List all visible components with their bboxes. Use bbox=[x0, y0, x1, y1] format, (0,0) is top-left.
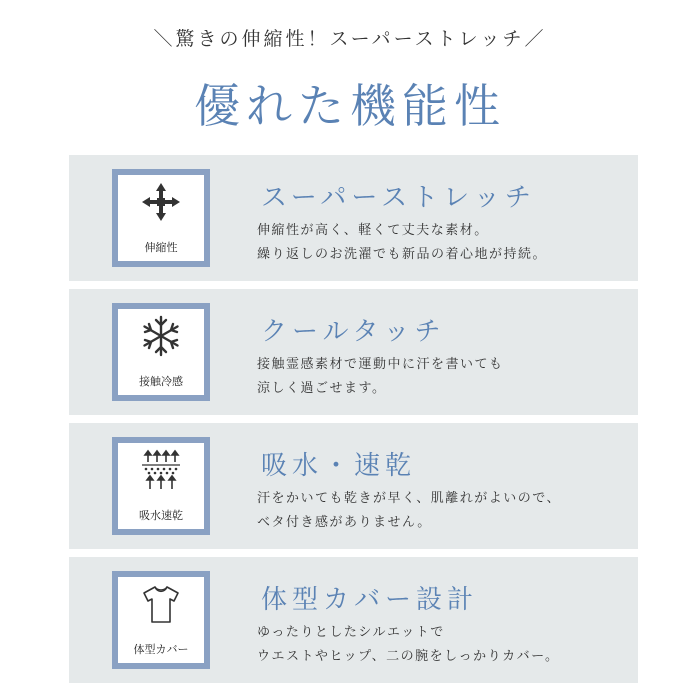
icon-label: 体型カバー bbox=[133, 643, 189, 656]
icon-label: 吸水速乾 bbox=[139, 509, 183, 522]
feature-description bbox=[257, 621, 560, 669]
feature-title: 吸水・速乾 bbox=[261, 451, 417, 481]
feature-card-body-cover bbox=[69, 557, 638, 683]
feature-card-cool-touch bbox=[69, 289, 638, 415]
feature-description bbox=[257, 219, 547, 267]
arrows-icon bbox=[140, 181, 182, 223]
moisture-icon bbox=[140, 449, 182, 491]
feature-title: クールタッチ bbox=[261, 317, 446, 347]
description-line: 繰り返しのお洗濯でも新品の着心地が持続。 bbox=[257, 247, 548, 262]
feature-icon-box bbox=[112, 303, 210, 401]
page-title: 優れた機能性 bbox=[194, 79, 506, 133]
description-line: ベタ付き感がありません。 bbox=[257, 515, 432, 530]
feature-title: スーパーストレッチ bbox=[261, 183, 536, 213]
feature-icon-box bbox=[112, 571, 210, 669]
description-line: 涼しく過ごせます。 bbox=[257, 381, 387, 396]
icon-label: 接触冷感 bbox=[139, 375, 183, 388]
feature-title: 体型カバー設計 bbox=[261, 585, 479, 615]
feature-card-quick-dry bbox=[69, 423, 638, 549]
feature-description bbox=[257, 353, 504, 401]
description-line: 汗をかいても乾きが早く、肌離れがよいので、 bbox=[257, 491, 561, 506]
tagline: ＼驚きの伸縮性！スーパーストレッチ／ bbox=[153, 28, 547, 50]
description-line: ウエストやヒップ、二の腕をしっかりカバー。 bbox=[257, 649, 560, 664]
snowflake-icon bbox=[140, 315, 182, 357]
feature-description bbox=[257, 487, 561, 535]
description-line: ゆったりとしたシルエットで bbox=[257, 625, 445, 640]
description-line: 接触霊感素材で運動中に汗を書いても bbox=[257, 357, 504, 372]
tshirt-icon bbox=[140, 583, 182, 625]
feature-icon-box bbox=[112, 169, 210, 267]
feature-card-stretch bbox=[69, 155, 638, 281]
description-line: 伸縮性が高く、軽くて丈夫な素材。 bbox=[257, 223, 489, 238]
icon-label: 伸縮性 bbox=[144, 241, 178, 254]
feature-icon-box bbox=[112, 437, 210, 535]
